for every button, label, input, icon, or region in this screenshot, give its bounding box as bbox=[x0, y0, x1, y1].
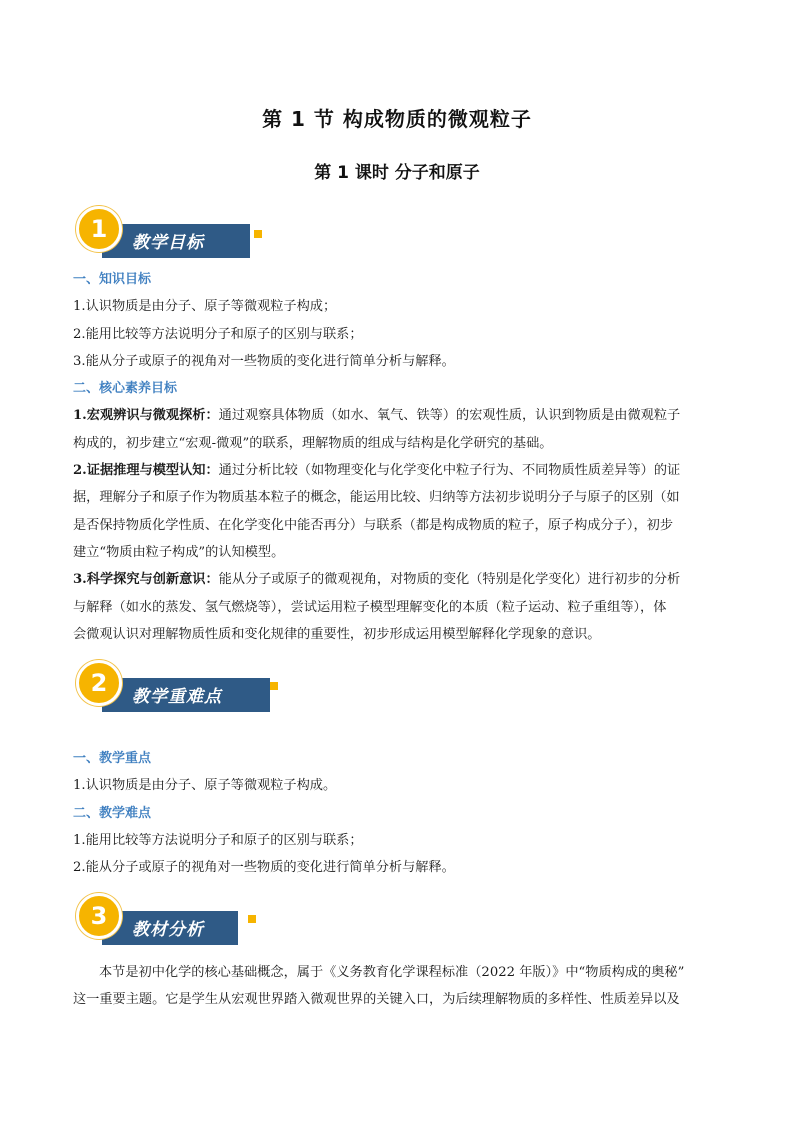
badge-number: 2 bbox=[76, 660, 122, 706]
badge-label: 教材分析 bbox=[132, 920, 204, 940]
paragraph-line: 据，理解分子和原子作为物质基本粒子的概念，能运用比较、归纳等方法初步说明分子与原子的区别（如 bbox=[73, 490, 680, 506]
list-item: 1.能用比较等方法说明分子和原子的区别与联系； bbox=[73, 832, 363, 848]
paragraph-line: 3.科学探究与创新意识：能从分子或原子的微观视角，对物质的变化（特别是化学变化）进行初步的分析 bbox=[73, 572, 681, 588]
section-badge-keypoints bbox=[74, 660, 274, 720]
list-item: 1.认识物质是由分子、原子等微观粒子构成。 bbox=[73, 778, 337, 794]
paragraph-line: 是否保持物质化学性质、在化学变化中能否再分）与联系（都是构成物质的粒子，原子构成分子），初步 bbox=[73, 517, 674, 533]
section-heading: 一、知识目标 bbox=[73, 272, 152, 287]
section-badge-goals bbox=[74, 206, 274, 266]
term-label: 2.证据推理与模型认知： bbox=[73, 463, 219, 479]
page-subtitle: 第 1 课时 分子和原子 bbox=[314, 163, 480, 183]
badge-number: 1 bbox=[76, 206, 122, 252]
paragraph-line: 这一重要主题。它是学生从宏观世界踏入微观世界的关键入口，为后续理解物质的多样性、性质差异以及 bbox=[73, 992, 680, 1008]
list-item: 2.能用比较等方法说明分子和原子的区别与联系； bbox=[73, 326, 363, 342]
term-label: 1.宏观辨识与微观探析： bbox=[73, 408, 219, 424]
list-item: 3.能从分子或原子的视角对一些物质的变化进行简单分析与解释。 bbox=[73, 353, 455, 369]
list-item: 2.能从分子或原子的视角对一些物质的变化进行简单分析与解释。 bbox=[73, 860, 455, 876]
paragraph-line: 1.宏观辨识与微观探析：通过观察具体物质（如水、氧气、铁等）的宏观性质，认识到物质是由微观粒子 bbox=[73, 408, 681, 424]
page-title: 第 1 节 构成物质的微观粒子 bbox=[262, 107, 532, 131]
list-item: 1.认识物质是由分子、原子等微观粒子构成； bbox=[73, 299, 337, 315]
paragraph-line: 与解释（如水的蒸发、氢气燃烧等），尝试运用粒子模型理解变化的本质（粒子运动、粒子重组等），体 bbox=[73, 599, 667, 615]
paragraph-line: 2.证据推理与模型认知：通过分析比较（如物理变化与化学变化中粒子行为、不同物质性质差异等）的证 bbox=[73, 463, 681, 479]
badge-square-icon bbox=[254, 230, 262, 238]
term-label: 3.科学探究与创新意识： bbox=[73, 572, 219, 588]
section-heading: 一、教学重点 bbox=[73, 751, 152, 766]
goals-block bbox=[73, 266, 723, 648]
section-badge-analysis bbox=[74, 893, 274, 953]
paragraph-line: 构成的，初步建立“宏观-微观”的联系，理解物质的组成与结构是化学研究的基础。 bbox=[73, 435, 553, 451]
badge-label: 教学目标 bbox=[132, 233, 204, 253]
paragraph-line: 本节是初中化学的核心基础概念，属于《义务教育化学课程标准（2022 年版）》中“物质构成的奥秘” bbox=[99, 965, 685, 980]
paragraph-line: 会微观认识对理解物质性质和变化规律的重要性，初步形成运用模型解释化学现象的意识。 bbox=[73, 626, 601, 642]
keypoints-block bbox=[73, 745, 723, 881]
analysis-block bbox=[73, 959, 723, 1014]
badge-number: 3 bbox=[76, 893, 122, 939]
badge-label: 教学重难点 bbox=[132, 687, 222, 707]
section-heading: 二、核心素养目标 bbox=[73, 381, 178, 397]
badge-square-icon bbox=[248, 915, 256, 923]
badge-square-icon bbox=[270, 682, 278, 690]
section-heading: 二、教学难点 bbox=[73, 805, 152, 821]
paragraph-line: 建立“物质由粒子构成”的认知模型。 bbox=[73, 544, 285, 560]
